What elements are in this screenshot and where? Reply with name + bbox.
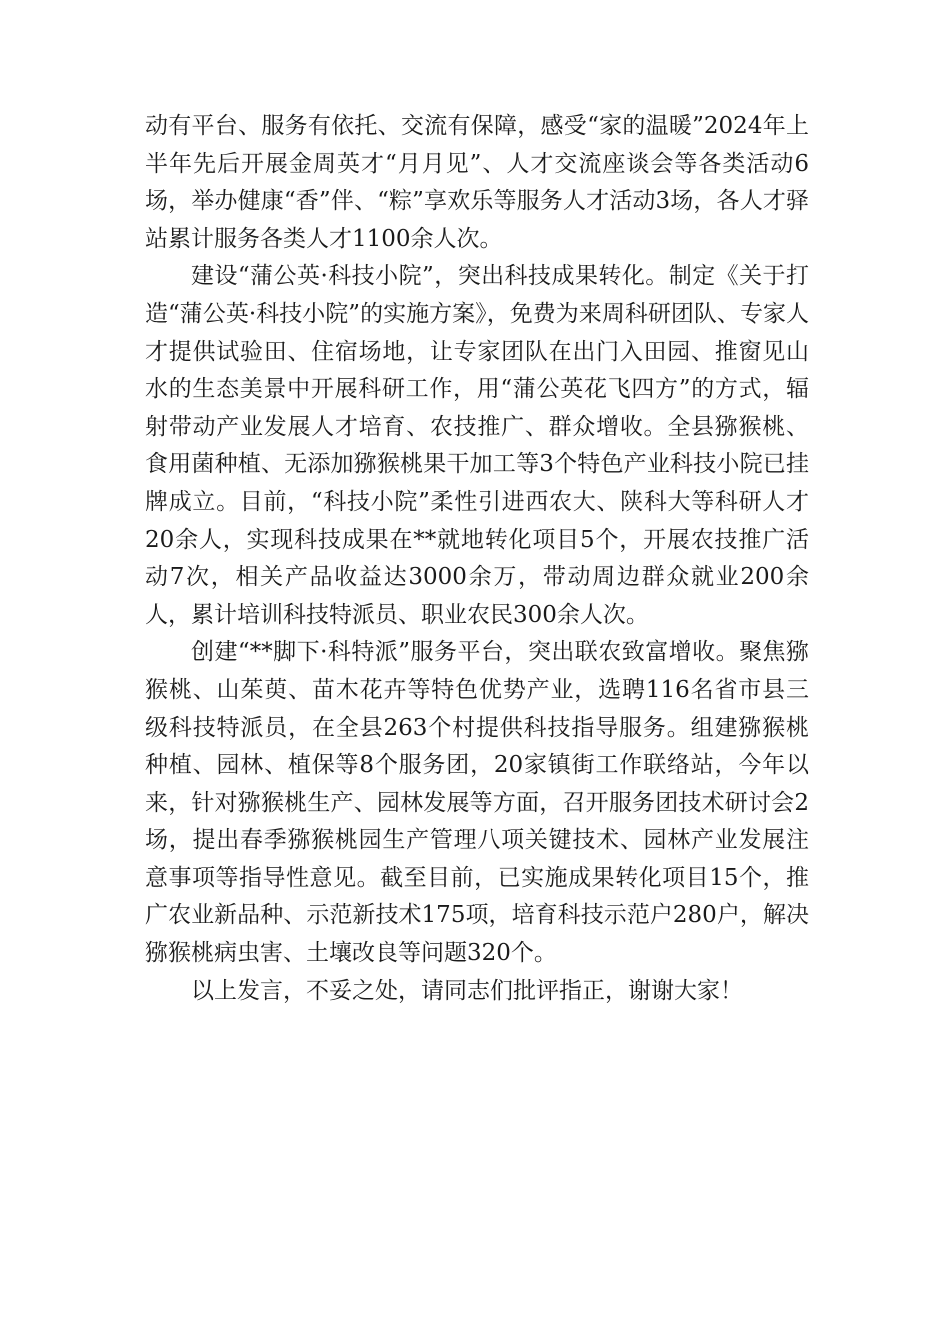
paragraph-science-courtyard: 建设“蒲公英·科技小院”，突出科技成果转化。制定《关于打造“蒲公英·科技小院”的实施方案》，免费为来周科研团队、专家人才提供试验田、住宿场地，让专家团队在出门入田园、推窗见山水的生态美景中开展科研工作，用“蒲公英花飞四方”的方式，辐射带动产业发展人才培育、农技推广、群众增收。全县猕猴桃、食用菌种植、无添加猕猴桃果干加工等3个特色产业科技小院已挂牌成立。目前，“科技小院”柔性引进西农大、陕科大等科研人才20余人，实现科技成果在**就地转化项目5个，开展农技推广活动7次，相关产品收益达3000余万，带动周边群众就业200余人，累计培训科技特派员、职业农民300余人次。 — [145, 263, 809, 628]
paragraph-talent-services: 动有平台、服务有依托、交流有保障，感受“家的温暖”2024年上半年先后开展金周英才“月月见”、人才交流座谈会等各类活动6场，举办健康“香”伴、“粽”享欢乐等服务人才活动3场，各人才驿站累计服务各类人才1100余人次。 — [145, 113, 809, 252]
paragraph-tech-envoy-platform: 创建“**脚下·科特派”服务平台，突出联农致富增收。聚焦猕猴桃、山茱萸、苗木花卉等特色优势产业，选聘116名省市县三级科技特派员，在全县263个村提供科技指导服务。组建猕猴桃种植、园林、植保等8个服务团，20家镇街工作联络站，今年以来，针对猕猴桃生产、园林发展等方面，召开服务团技术研讨会2场，提出春季猕猴桃园生产管理八项关键技术、园林产业发展注意事项等指导性意见。截至目前，已实施成果转化项目15个，推广农业新品种、示范新技术175项，培育科技示范户280户，解决猕猴桃病虫害、土壤改良等问题320个。 — [145, 639, 809, 967]
document-page — [145, 108, 809, 1010]
paragraph-closing-remarks: 以上发言，不妥之处，请同志们批评指正，谢谢大家！ — [191, 977, 743, 1004]
